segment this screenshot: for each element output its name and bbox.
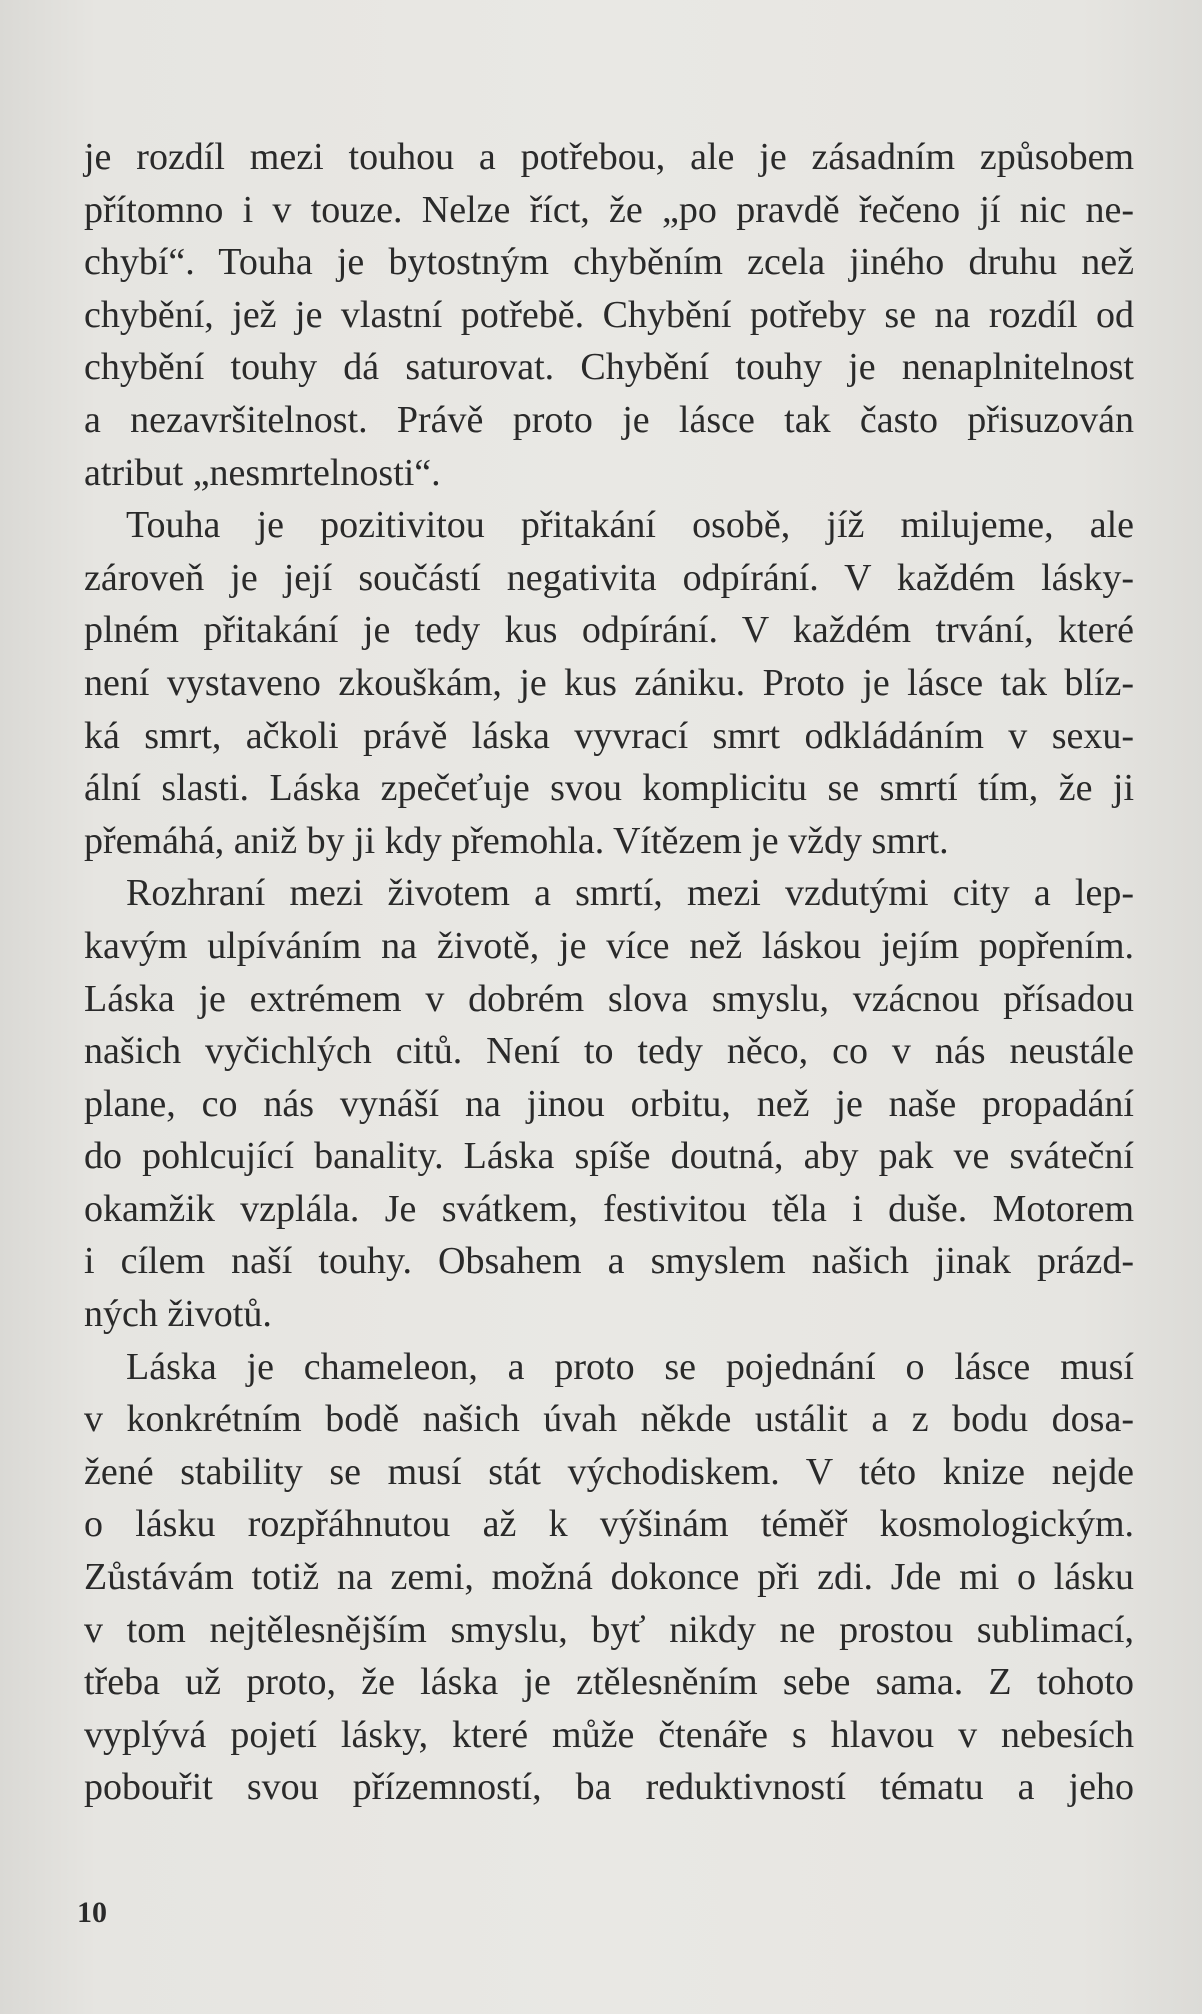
text-line: žené stability se musí stát východiskem. V této knize nejde xyxy=(84,1450,1134,1493)
text-line: chybění, jež je vlastní potřebě. Chybění potřeby se na rozdíl od xyxy=(84,293,1134,336)
text-line: Touha je pozitivitou přitakání osobě, jíž milujeme, ale xyxy=(126,504,1134,547)
text-line: chybí“. Touha je bytostným chyběním zcela jiného druhu než xyxy=(84,241,1134,284)
text-line: není vystaveno zkouškám, je kus zániku. Proto je lásce tak blíz- xyxy=(84,661,1134,704)
text-line: plane, co nás vynáší na jinou orbitu, než je naše propadání xyxy=(84,1082,1134,1125)
text-line: i cílem naší touhy. Obsahem a smyslem našich jinak prázd- xyxy=(84,1240,1134,1283)
paragraph-4 xyxy=(84,1341,1134,1814)
text-line: Láska je extrémem v dobrém slova smyslu, vzácnou přísadou xyxy=(84,977,1134,1020)
text-line: pobouřit svou přízemností, ba reduktivností tématu a jeho xyxy=(84,1766,1134,1809)
text-line: do pohlcující banality. Láska spíše doutná, aby pak ve sváteční xyxy=(84,1135,1134,1178)
text-line: Zůstávám totiž na zemi, možná dokonce při zdi. Jde mi o lásku xyxy=(84,1556,1134,1599)
page-number: 10 xyxy=(77,1896,107,1929)
text-line: Láska je chameleon, a proto se pojednání o lásce musí xyxy=(126,1345,1134,1388)
body-text xyxy=(84,131,1134,1814)
text-line: ných životů. xyxy=(84,1293,272,1336)
text-line: atribut „nesmrtelnosti“. xyxy=(84,451,441,494)
text-line: přemáhá, aniž by ji kdy přemohla. Vítězem je vždy smrt. xyxy=(84,819,949,862)
text-line: a nezavršitelnost. Právě proto je lásce tak často přisuzován xyxy=(84,398,1134,441)
text-line: ální slasti. Láska zpečeťuje svou komplicitu se smrtí tím, že ji xyxy=(84,767,1134,810)
text-line: Rozhraní mezi životem a smrtí, mezi vzdutými city a lep- xyxy=(126,872,1134,915)
text-line: o lásku rozpřáhnutou až k výšinám téměř kosmologickým. xyxy=(84,1503,1134,1546)
text-line: vyplývá pojetí lásky, které může čtenáře s hlavou v nebesích xyxy=(84,1713,1134,1756)
text-line: přítomno i v touze. Nelze říct, že „po pravdě řečeno jí nic ne- xyxy=(84,188,1134,231)
text-line: v tom nejtělesnějším smyslu, byť nikdy ne prostou sublimací, xyxy=(84,1608,1134,1651)
text-line: je rozdíl mezi touhou a potřebou, ale je zásadním způsobem xyxy=(84,136,1134,178)
text-line: plném přitakání je tedy kus odpírání. V každém trvání, které xyxy=(84,609,1134,652)
text-line: chybění touhy dá saturovat. Chybění touhy je nenaplnitelnost xyxy=(84,346,1134,389)
text-line: v konkrétním bodě našich úvah někde ustálit a z bodu dosa- xyxy=(84,1398,1134,1441)
paragraph-2 xyxy=(84,499,1134,867)
text-line: okamžik vzplála. Je svátkem, festivitou těla i duše. Motorem xyxy=(84,1187,1134,1230)
paragraph-3 xyxy=(84,867,1134,1340)
text-line: našich vyčichlých citů. Není to tedy něco, co v nás neustále xyxy=(84,1030,1134,1073)
text-line: třeba už proto, že láska je ztělesněním sebe sama. Z tohoto xyxy=(84,1661,1134,1704)
paragraph-1 xyxy=(84,131,1134,499)
text-line: ká smrt, ačkoli právě láska vyvrací smrt odkládáním v sexu- xyxy=(84,714,1134,757)
text-line: kavým ulpíváním na životě, je více než láskou jejím popřením. xyxy=(84,924,1134,967)
text-line: zároveň je její součástí negativita odpírání. V každém lásky- xyxy=(84,556,1134,599)
